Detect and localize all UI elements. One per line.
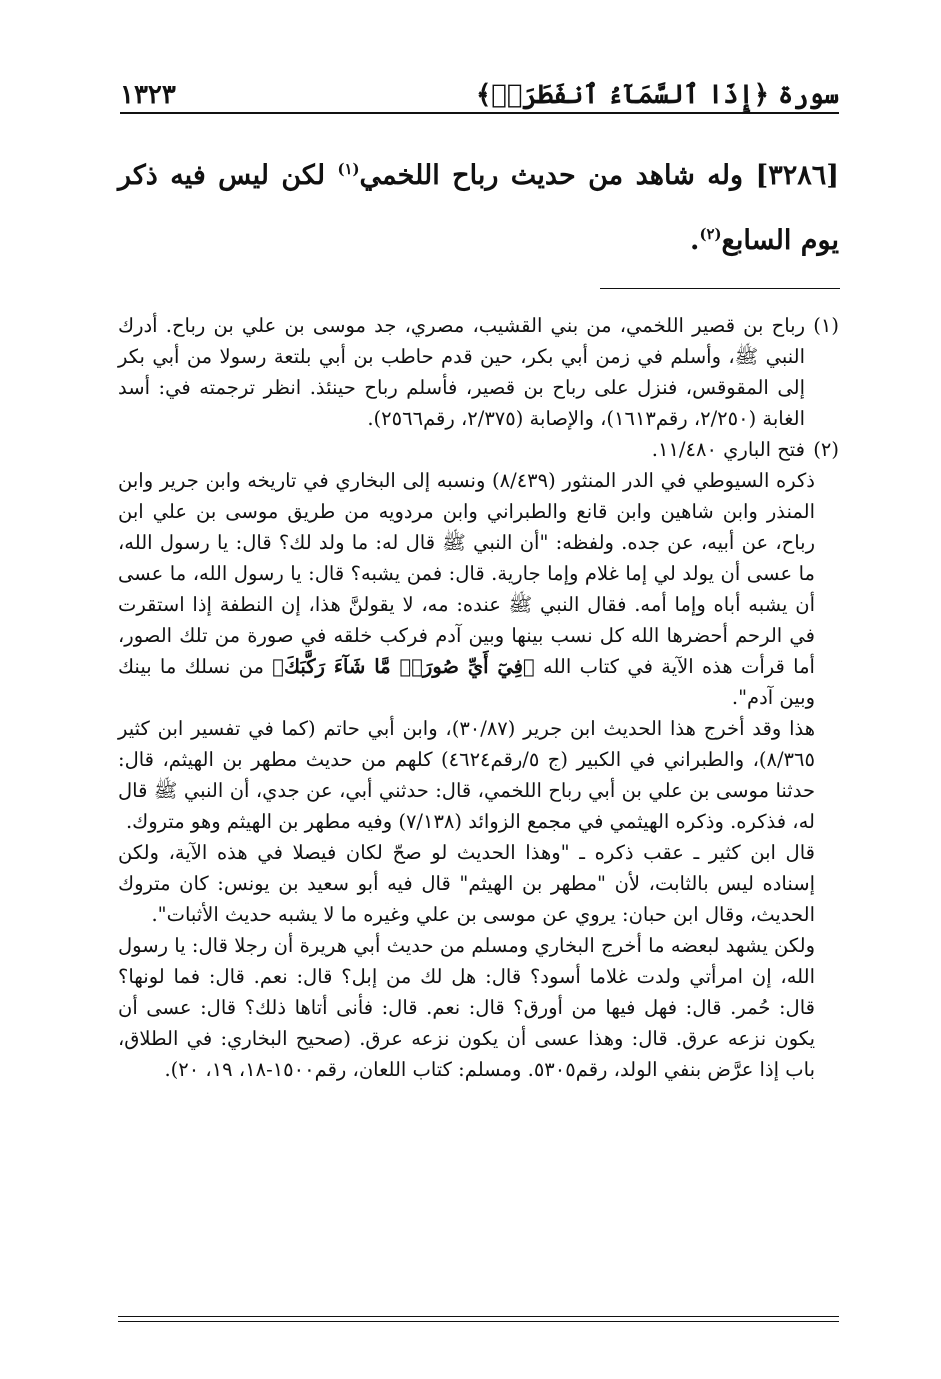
footnote-2-paragraph-2: هذا وقد أخرج هذا الحديث ابن جرير (٣٠/٨٧)، وابن أبي حاتم (كما في تفسير ابن كثير ٨/٣٦٥)، والطبراني في الكبير (ج ٥/رقم٤٦٢٤) كلهم من حديث مطهر بن الهيثم، قال: حدثنا موسى بن علي بن أبي رباح اللخمي، قال: حدثني أبي، عن جدي، أن النبي ﷺ قال له، فذكره. وذكره الهيثمي في مجمع الزوائد (٧/١٣٨) وفيه مطهر بن الهيثم وهو متروك.	[118, 717, 816, 833]
hadith-text-part1: وله شاهد من حديث رباح اللخمي	[359, 160, 743, 191]
footnote-2-marker: (٢)	[813, 438, 839, 461]
running-header	[120, 64, 839, 110]
footnote-ref-1: (١)	[337, 160, 360, 178]
footnote-separator	[600, 288, 840, 289]
paragraph-1-text-a: ذكره السيوطي في الدر المنثور (٨/٤٣٩) ونسبه إلى البخاري في تاريخه وابن جرير وابن المنذر وابن شاهين وابن قانع والطبراني وابن مردويه من طريق موسى بن علي ابن رباح، عن أبيه، عن جده. ولفظه: "أن النبي ﷺ قال له: ما ولد لك؟ قال: يا رسول الله، ما عسى أن يولد لي إما غلام وإما جارية. قال: فمن يشبه؟ قال: يا رسول الله، ما عسى أن يشبه أباه وإما أمه. فقال النبي ﷺ عنده: مه، لا يقولنَّ هذا، إن النطفة إذا استقرت في الرحم أحضرها الله كل نسب بينها وبين آدم فركب خلقه في صورة من تلك الصور، أما قرأت هذه الآية في كتاب الله	[118, 469, 815, 678]
quran-verse: ﴿فِيٓ أَيِّ صُورَةٖ مَّا شَآءَ رَكَّبَكَ﴾	[272, 655, 535, 678]
footnote-1-text: رباح بن قصير اللخمي، من بني القشيب، مصري، جد موسى بن علي بن رباح. أدرك النبي ﷺ، وأسلم في زمن أبي بكر، حين قدم حاطب بن أبي بلتعة رسولا من أبي بكر إلى المقوقس، فنزل على رباح بن قصير، فأسلم رباح حينئذ. انظر ترجمته في: أسد الغابة (٢/٢٥٠، رقم١٦١٣)، والإصابة (٢/٣٧٥، رقم٢٥٦٦).	[118, 314, 805, 430]
footnote-2-paragraph-3: قال ابن كثير ـ عقب ذكره ـ "وهذا الحديث لو صحّ لكان فيصلا في هذه الآية، ولكن إسناده ليس بالثابت، لأن "مطهر بن الهيثم" قال فيه أبو سعيد بن يونس: كان متروك الحديث، وقال ابن حبان: يروي عن موسى بن علي وغيره ما لا يشبه حديث الأثبات".	[118, 841, 815, 926]
surah-title: سورة ﴿إِذَا ٱلسَّمَآءُ ٱنفَطَرَتۡ﴾	[475, 80, 839, 110]
footnotes	[118, 310, 839, 1085]
footnote-2-paragraph-1	[118, 465, 839, 713]
bottom-double-rule	[118, 1316, 839, 1326]
footnote-1-marker: (١)	[813, 314, 839, 337]
hadith-text-part2: لكن ليس فيه ذكر يوم السابع	[118, 160, 839, 256]
hadith-paragraph	[118, 140, 839, 270]
footnote-ref-2: (٢)	[699, 225, 722, 243]
bottom-rule-2	[118, 1321, 839, 1326]
footnote-1	[118, 310, 839, 434]
paragraph-1-text-b: من نسلك ما بينك وبين آدم".	[118, 655, 815, 709]
hadith-end: .	[690, 225, 700, 256]
footnote-2	[118, 434, 839, 465]
footnote-2-paragraph-4: ولكن يشهد لبعضه ما أخرج البخاري ومسلم من حديث أبي هريرة أن رجلا قال: يا رسول الله، إن امرأتي ولدت غلاما أسود؟ قال: هل لك من إبل؟ قال: نعم. قال: فما لونها؟ قال: حُمر. قال: فهل فيها من أورق؟ قال: نعم. قال: فأنى أتاها ذلك؟ قال: عسى أن يكون نزعه عرق. قال: وهذا عسى أن يكون نزعه عرق. (صحيح البخاري: في الطلاق، باب إذا عرَّض بنفي الولد، رقم٥٣٠٥. ومسلم: كتاب اللعان، رقم١٥٠٠-١٨، ١٩، ٢٠).	[118, 934, 815, 1081]
footnote-2-text: فتح الباري ١١/٤٨٠.	[651, 438, 805, 461]
hadith-number: [٣٢٨٦]	[755, 160, 840, 191]
page-number: ١٣٢٣	[120, 80, 176, 110]
header-rule	[120, 112, 839, 114]
